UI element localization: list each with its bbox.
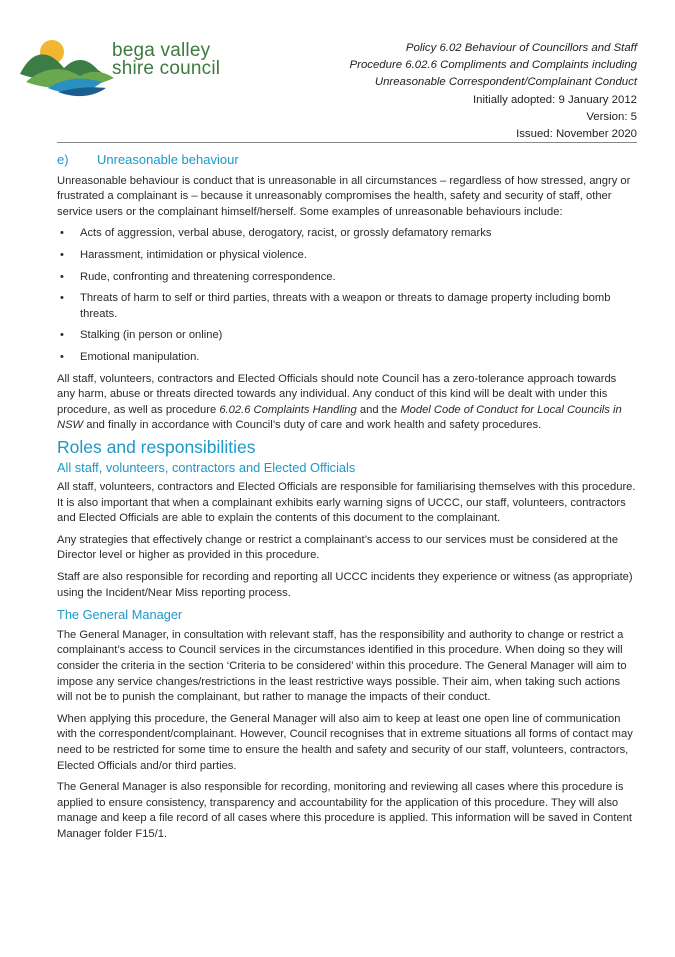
section-e-heading: [57, 152, 637, 168]
bullet-icon: •: [60, 270, 64, 283]
list-item: • Emotional manipulation.: [57, 350, 637, 366]
logo-text-line2: shire council: [112, 58, 221, 79]
bullet-icon: •: [60, 350, 64, 363]
behaviour-list: [57, 226, 637, 365]
logo-hills-icon: [18, 30, 118, 100]
logo-text-line1: bega valley: [112, 40, 211, 61]
council-logo: [18, 26, 248, 106]
bullet-icon: •: [60, 248, 64, 261]
policy-title: Policy 6.02 Behaviour of Councillors and Staff: [405, 42, 637, 54]
section-e-title: Unreasonable behaviour: [97, 152, 239, 167]
staff-subheading: All staff, volunteers, contractors and Elected Officials: [57, 459, 356, 475]
bullet-icon: •: [60, 329, 64, 342]
list-item: • Rude, confronting and threatening correspondence.: [57, 270, 637, 286]
header-divider: [57, 142, 637, 143]
gm-subheading: The General Manager: [57, 607, 183, 623]
staff-paragraph-2: Any strategies that effectively change or restrict a complainant’s access to our services must be considered at the Director level or higher as provided in this procedure.: [57, 533, 619, 562]
list-item: • Threats of harm to self or third parties, threats with a weapon or threats to damage property including bomb threats.: [60, 292, 611, 320]
procedure-title-line2: Unreasonable Correspondent/Complainant Conduct: [374, 76, 637, 89]
issued-date: Issued: November 2020: [516, 128, 637, 141]
gm-paragraph-1: The General Manager, in consultation with relevant staff, has the responsibility and authority to change or restrict a complainant’s access to Council services in the circumstances identified in this procedure. When doing so they will consider the criteria in the section ‘Criteria to be considered’ within this procedure. The General Manager will aim to impose any service changes/restrictions in the least restrictive ways possible. Their aim, when taking such actions will not be to punish the complainant, but rather to manage the impacts of their conduct.: [57, 628, 627, 704]
adopted-date: Initially adopted: 9 January 2012: [472, 93, 637, 106]
list-item: • Stalking (in person or online): [57, 328, 637, 344]
document-header-meta: [350, 40, 637, 143]
zero-tolerance-note: All staff, volunteers, contractors and Elected Officials should note Council has a zero-tolerance approach towards any harm, abuse or threats directed towards any individual. Any conduct of this kind will be dealt with under this procedure, as well as procedure 6.02.6 Complaints Handling and the Model Code of Conduct for Local Councils in NSW and finally in accordance with Council’s duty of care and work health and safety procedures.: [57, 372, 622, 432]
list-item: • Acts of aggression, verbal abuse, derogatory, racist, or grossly defamatory remarks: [57, 226, 637, 242]
bullet-icon: •: [60, 227, 64, 240]
staff-paragraph-3: Staff are also responsible for recording and reporting all UCCC incidents they experience or witness (as appropriate) using the Incident/Near Miss reporting process.: [57, 571, 633, 599]
bullet-icon: •: [60, 292, 64, 305]
list-item: • Harassment, intimidation or physical violence.: [57, 248, 637, 264]
section-e-number: e): [57, 152, 69, 167]
roles-heading: Roles and responsibilities: [57, 436, 256, 457]
procedure-title-line1: Procedure 6.02.6 Compliments and Complaints including: [349, 59, 637, 72]
staff-paragraph-1: All staff, volunteers, contractors and Elected Officials are responsible for familiarising themselves with this procedure. It is also important that when a complainant exhibits early warning signs of UCCC, our staff, volunteers, contractors and Elected Officials are able to explain the contents of this document to the complainant.: [57, 481, 636, 525]
section-e-intro: Unreasonable behaviour is conduct that is unreasonable in all circumstances – regardless of how stressed, angry or frustrated a complainant is – because it unreasonably compromises the health, safety and security of staff, other service users or the complainant himself/herself. Some examples of unreasonable behaviours include:: [57, 174, 631, 218]
gm-paragraph-2: When applying this procedure, the General Manager will also aim to keep at least one open line of communication with the correspondent/complainant. However, Council recognises that in extreme situations all forms of contact may need to be restricted for some time to ensure the health and safety and security of our staff, volunteers, contractors, Elected Officials and/or third parties.: [57, 712, 633, 772]
version: Version: 5: [586, 110, 637, 123]
gm-paragraph-3: The General Manager is also responsible for recording, monitoring and reviewing all cases where this procedure is applied to ensure consistency, transparency and accountability for the application of this procedure. They will also manage and keep a file record of all cases where this procedure is applied. This information will be saved in Content Manager folder F15/1.: [57, 781, 633, 840]
document-body: [57, 150, 637, 849]
